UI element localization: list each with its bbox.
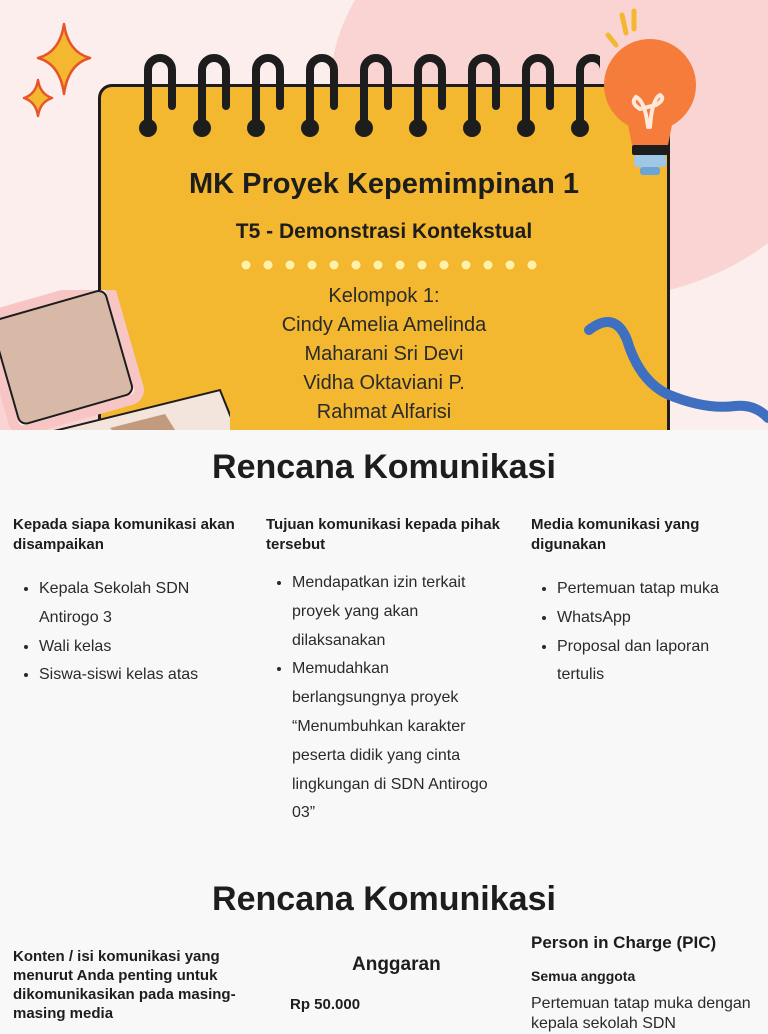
list-item: • Proposal dan laporan tertulis bbox=[557, 633, 759, 691]
budget-heading: Anggaran bbox=[352, 954, 441, 975]
column-heading: Media komunikasi yang digunakan bbox=[531, 516, 700, 553]
group-members bbox=[98, 282, 670, 427]
pic-heading: Person in Charge (PIC) bbox=[531, 933, 717, 952]
section-title: Rencana Komunikasi bbox=[212, 880, 556, 918]
cover-slide bbox=[0, 0, 768, 430]
column-purpose bbox=[266, 515, 502, 828]
dotted-divider bbox=[236, 258, 552, 272]
column-heading: Tujuan komunikasi kepada pihak tersebut bbox=[266, 516, 500, 553]
column-heading: Kepada siapa komunikasi akan disampaikan bbox=[13, 516, 235, 553]
group-label: Kelompok 1: bbox=[328, 285, 440, 307]
spiral-rings-decoration bbox=[130, 38, 600, 138]
bullet-list bbox=[13, 575, 241, 690]
member-name: Maharani Sri Devi bbox=[304, 343, 464, 365]
list-item: • Memudahkan berlangsungnya proyek “Menumbuhkan karakter peserta didik yang cinta lingkungan di SDN Antirogo 03” bbox=[292, 655, 502, 828]
bullet-list bbox=[531, 575, 759, 690]
section-title: Rencana Komunikasi bbox=[212, 448, 556, 486]
cover-title: MK Proyek Kepemimpinan 1 bbox=[189, 168, 579, 200]
list-item: • Pertemuan tatap muka bbox=[557, 575, 759, 604]
member-name: Vidha Oktaviani P. bbox=[303, 372, 465, 394]
column-audience bbox=[13, 515, 241, 690]
list-item: • Siswa-siswi kelas atas bbox=[39, 661, 241, 690]
member-name: Cindy Amelia Amelinda bbox=[281, 314, 487, 336]
list-item: • WhatsApp bbox=[557, 604, 759, 633]
column-media bbox=[531, 515, 759, 690]
budget-value: Rp 50.000 bbox=[290, 996, 361, 1013]
bullet-list bbox=[266, 569, 502, 828]
lightbulb-icon bbox=[590, 5, 710, 185]
pic-value: Semua anggota bbox=[531, 968, 636, 984]
sparkle-icon bbox=[18, 18, 98, 128]
list-item: • Kepala Sekolah SDN Antirogo 3 bbox=[39, 575, 241, 633]
cover-subtitle: T5 - Demonstrasi Kontekstual bbox=[235, 220, 533, 243]
member-name: Rahmat Alfarisi bbox=[316, 401, 452, 423]
list-item: • Mendapatkan izin terkait proyek yang akan dilaksanakan bbox=[292, 569, 502, 655]
list-item: • Wali kelas bbox=[39, 633, 241, 662]
content-heading: Konten / isi komunikasi yang menurut Anda penting untuk dikomunikasikan pada masing-masing media bbox=[13, 948, 236, 1022]
pic-text: Pertemuan tatap muka dengan kepala sekolah SDN bbox=[531, 995, 751, 1032]
